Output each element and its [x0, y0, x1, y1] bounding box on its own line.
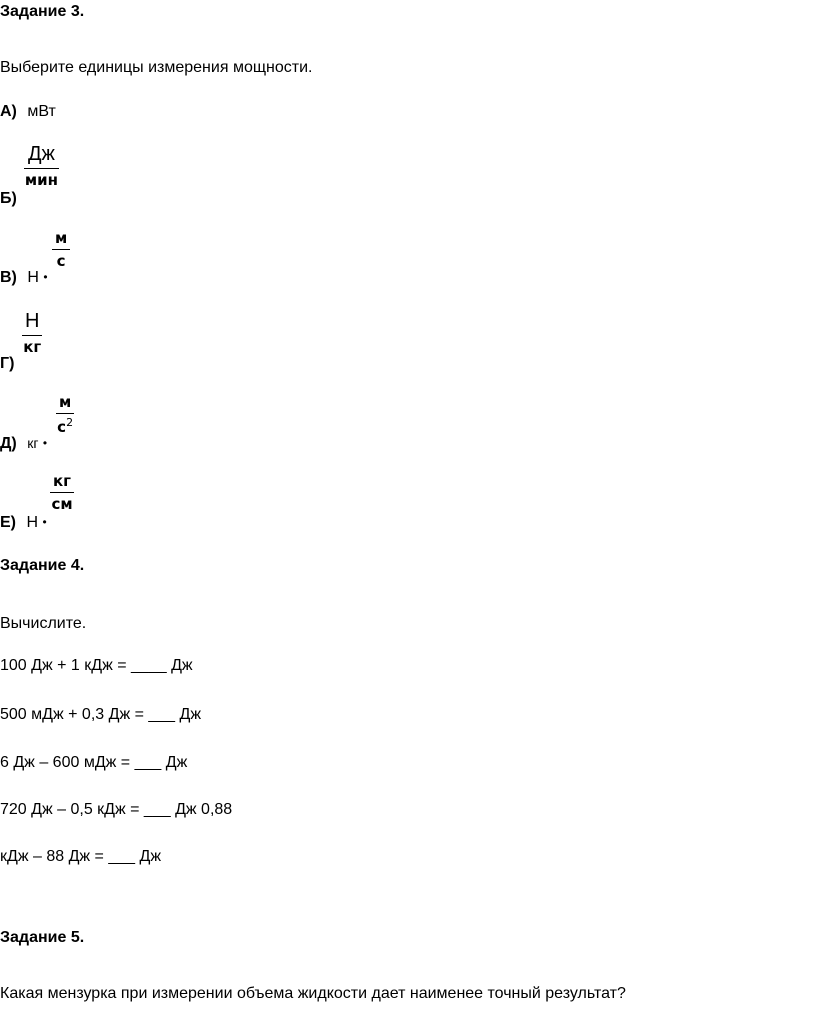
denominator-exponent: 2 — [66, 416, 74, 429]
fraction-numerator: Дж — [24, 143, 59, 169]
task4-question: Вычислите. — [0, 615, 87, 632]
multiply-dot: • — [42, 515, 47, 529]
option-v-fraction — [52, 229, 70, 270]
fraction-denominator: кг — [23, 338, 42, 356]
option-a — [0, 103, 56, 121]
calc-line: 500 мДж + 0,3 Дж = ___ Дж — [0, 706, 202, 723]
task4-title: Задание 4. — [0, 557, 85, 574]
option-prefix: Н — [26, 514, 39, 531]
task5-title: Задание 5. — [0, 929, 85, 946]
option-d — [0, 435, 47, 453]
option-label: А) — [0, 103, 17, 120]
fraction-numerator: м — [56, 393, 74, 414]
option-b-label: Б) — [0, 190, 17, 207]
option-g-label: Г) — [0, 355, 15, 372]
option-v — [0, 269, 48, 287]
option-label: Д) — [0, 435, 17, 452]
fraction-denominator: с — [56, 252, 66, 270]
option-e-fraction — [50, 472, 74, 513]
task3-question: Выберите единицы измерения мощности. — [0, 59, 313, 76]
calc-line: кДж – 88 Дж = ___ Дж — [0, 848, 162, 865]
fraction-denominator: мин — [24, 171, 59, 189]
option-b-fraction — [24, 143, 59, 189]
option-e — [0, 514, 47, 532]
calc-line: 6 Дж – 600 мДж = ___ Дж — [0, 754, 188, 771]
fraction-denominator — [56, 414, 74, 436]
multiply-dot: • — [43, 270, 48, 284]
option-text: мВт — [27, 103, 56, 120]
fraction-denominator: см — [51, 495, 73, 513]
task3-title: Задание 3. — [0, 3, 85, 20]
option-g-fraction — [22, 310, 42, 356]
fraction-numerator: Н — [22, 310, 42, 336]
calc-line: 720 Дж – 0,5 кДж = ___ Дж 0,88 — [0, 801, 233, 818]
option-label: В) — [0, 269, 17, 286]
calc-line: 100 Дж + 1 кДж = ____ Дж — [0, 657, 193, 674]
task5-question: Какая мензурка при измерении объема жидкости дает наименее точный результат? — [0, 985, 626, 1002]
option-label: Е) — [0, 514, 16, 531]
option-prefix: кг — [27, 435, 39, 451]
multiply-dot: • — [42, 436, 48, 450]
option-prefix: Н — [27, 269, 39, 286]
fraction-numerator: м — [52, 229, 70, 250]
fraction-numerator: кг — [50, 472, 74, 493]
denominator-base: с — [57, 418, 67, 436]
option-d-fraction — [56, 393, 74, 436]
